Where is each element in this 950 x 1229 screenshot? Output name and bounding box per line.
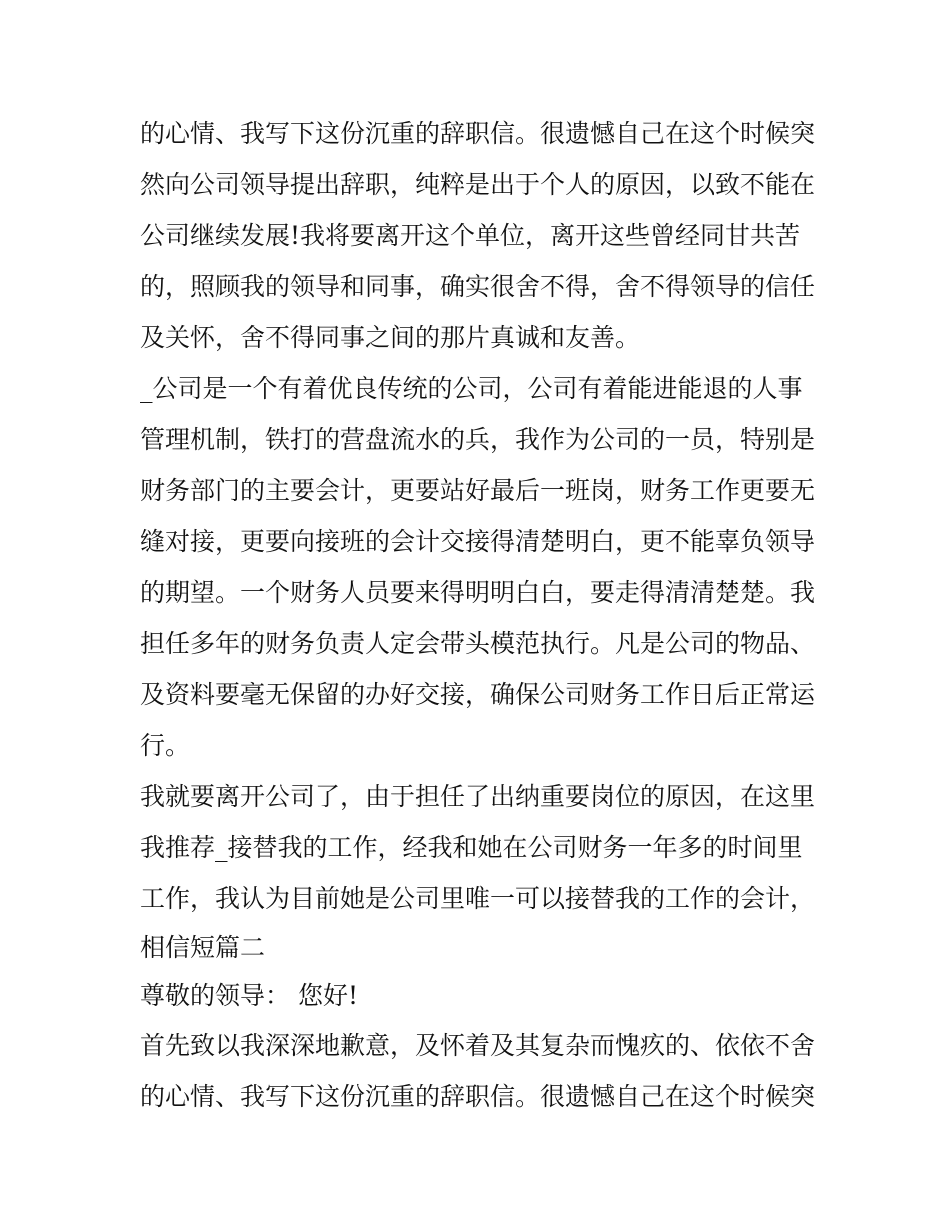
text-line: 及资料要毫无保留的办好交接，确保公司财务工作日后正常运	[140, 680, 816, 709]
text-line: 我就要离开公司了，由于担任了出纳重要岗位的原因，在这里	[140, 782, 816, 811]
text-line: 首先致以我深深地歉意，及怀着及其复杂而愧疚的、依依不舍	[140, 1031, 816, 1060]
document-body	[140, 108, 820, 1122]
text-line: 工作，我认为目前她是公司里唯一可以接替我的工作的会计，	[140, 884, 816, 913]
text-line: 的，照顾我的领导和同事，确实很舍不得，舍不得领导的信任	[140, 272, 816, 301]
text-line: 公司继续发展!我将要离开这个单位，离开这些曾经同甘共苦	[140, 221, 801, 250]
text-line: 的心情、我写下这份沉重的辞职信。很遗憾自己在这个时候突	[140, 1082, 816, 1111]
text-line: 财务部门的主要会计，更要站好最后一班岗，财务工作更要无	[140, 476, 816, 505]
text-line: 担任多年的财务负责人定会带头模范执行。凡是公司的物品、	[140, 629, 816, 658]
text-line: 及关怀，舍不得同事之间的那片真诚和友善。	[140, 323, 641, 352]
text-line: 管理机制，铁打的营盘流水的兵，我作为公司的一员，特别是	[140, 425, 816, 454]
text-line: 缝对接，更要向接班的会计交接得清楚明白，更不能辜负领导	[140, 527, 816, 556]
text-line: 的心情、我写下这份沉重的辞职信。很遗憾自己在这个时候突	[140, 119, 816, 148]
text-line: 的期望。一个财务人员要来得明明白白，要走得清清楚楚。我	[140, 578, 816, 607]
text-line: 相信短篇二	[140, 933, 266, 962]
greeting-line: 尊敬的领导： 您好!	[140, 981, 358, 1010]
text-line: _公司是一个有着优良传统的公司，公司有着能进能退的人事	[140, 374, 803, 403]
text-line: 行。	[140, 731, 191, 760]
text-line: 然向公司领导提出辞职，纯粹是出于个人的原因，以致不能在	[140, 170, 816, 199]
text-line: 我推荐_接替我的工作，经我和她在公司财务一年多的时间里	[140, 833, 803, 862]
